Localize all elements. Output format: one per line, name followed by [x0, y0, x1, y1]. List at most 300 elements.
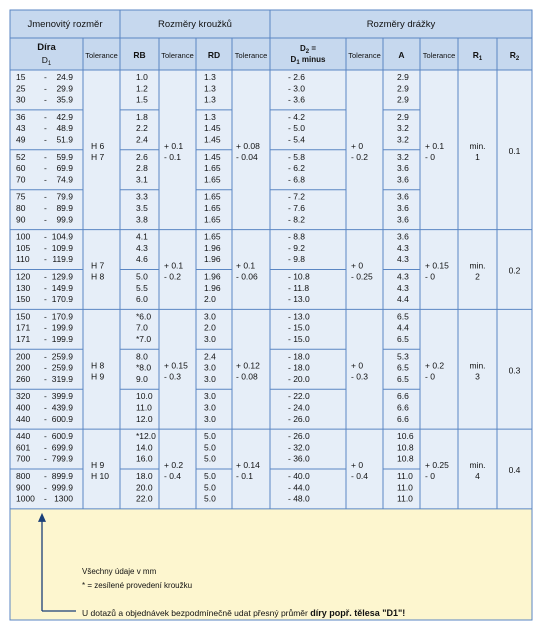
rb-value: 16.0: [136, 453, 153, 464]
d2-value: - 5.0: [288, 123, 306, 134]
range-dash: -: [44, 373, 47, 384]
r1-value: min.: [469, 260, 486, 271]
d2-value: - 26.0: [288, 413, 310, 424]
a-value: 10.8: [397, 442, 414, 453]
a-value: 6.6: [397, 391, 409, 402]
range-from: 105: [16, 242, 31, 253]
range-dash: -: [44, 413, 47, 424]
a-value: 6.6: [397, 413, 409, 424]
rb-tolerance: + 0.1: [164, 260, 184, 271]
range-dash: -: [44, 72, 47, 82]
a-tolerance: - 0: [425, 151, 435, 162]
d2-tolerance: + 0: [351, 460, 364, 470]
range-to: 42.9: [56, 111, 73, 122]
hole-tolerance: H 7: [91, 260, 105, 271]
rd-tolerance: + 0.14: [236, 460, 260, 470]
r1-value: min.: [469, 140, 486, 151]
rb-tolerance: - 0.3: [164, 371, 182, 382]
range-from: 70: [16, 174, 26, 185]
rd-value: 1.96: [204, 271, 221, 282]
rb-value: 11.0: [136, 402, 152, 413]
order-note-bold: díry popř. tělesa "D1"!: [310, 608, 406, 618]
rd-tolerance: + 0.08: [236, 140, 260, 151]
range-to: 199.9: [51, 322, 73, 333]
a-value: 3.2: [397, 134, 409, 145]
range-dash: -: [44, 442, 47, 453]
range-from: 150: [16, 311, 31, 322]
range-from: 75: [16, 191, 26, 202]
rb-tolerance: - 0.2: [164, 271, 182, 282]
header-rd: RD: [207, 50, 221, 60]
d2-value: - 11.8: [288, 282, 310, 293]
d2-value: - 3.6: [288, 94, 306, 105]
a-tolerance: + 0.2: [425, 360, 445, 371]
rd-value: 3.0: [204, 402, 216, 413]
range-from: 400: [16, 402, 31, 413]
hole-tolerance: H 6: [91, 140, 105, 151]
d2-tolerance: - 0.2: [351, 151, 369, 162]
d2-value: - 8.2: [288, 214, 306, 225]
rd-value: 1.45: [204, 151, 221, 162]
d2-value: - 10.8: [288, 271, 310, 282]
range-from: 60: [16, 163, 26, 174]
rb-value: 1.5: [136, 94, 148, 105]
a-value: 3.6: [397, 214, 409, 225]
header-drazky: Rozměry drážky: [366, 19, 436, 30]
a-tolerance: + 0.1: [425, 140, 445, 151]
a-value: 11.0: [397, 493, 413, 504]
range-from: 80: [16, 203, 26, 213]
a-value: 4.3: [397, 254, 409, 265]
range-to: 79.9: [56, 191, 73, 202]
range-dash: -: [44, 322, 47, 333]
range-dash: -: [44, 402, 47, 413]
a-tolerance: - 0: [425, 471, 435, 481]
a-tolerance: - 0: [425, 271, 435, 282]
d2-value: - 20.0: [288, 373, 310, 384]
header-d1: $D_1$: [41, 55, 52, 67]
rb-value: 10.0: [136, 391, 153, 402]
range-to: 1300: [54, 493, 73, 504]
range-to: 149.9: [51, 282, 73, 293]
d2-tolerance: + 0: [351, 360, 364, 371]
range-from: 440: [16, 431, 31, 442]
rb-value: 22.0: [136, 493, 153, 504]
range-to: 129.9: [51, 271, 73, 282]
hole-tolerance: H 8: [91, 271, 105, 282]
a-value: 2.9: [397, 111, 409, 122]
rd-value: 1.45: [204, 134, 221, 145]
a-value: 3.6: [397, 191, 409, 202]
rd-tolerance: - 0.04: [236, 151, 258, 162]
a-value: 10.8: [397, 453, 414, 464]
d2-tolerance: + 0: [351, 140, 364, 151]
rb-value: 5.0: [136, 271, 148, 282]
range-to: 199.9: [51, 334, 73, 344]
range-from: 43: [16, 123, 26, 134]
rb-value: 4.6: [136, 254, 148, 265]
header-dira: Díra: [37, 42, 56, 53]
range-from: 120: [16, 271, 31, 282]
d2-value: - 32.0: [288, 442, 310, 453]
rd-value: 3.0: [204, 391, 216, 402]
range-dash: -: [44, 151, 47, 162]
range-to: 259.9: [51, 351, 73, 362]
range-dash: -: [44, 83, 47, 94]
hole-tolerance: H 9: [91, 371, 105, 382]
range-from: 200: [16, 351, 31, 362]
range-to: 74.9: [56, 174, 73, 185]
d2-value: - 13.0: [288, 311, 310, 322]
r1-value: 2: [475, 271, 480, 282]
header-tolerance: Tolerance: [348, 51, 381, 60]
rd-value: 1.3: [204, 111, 216, 122]
range-to: 99.9: [56, 214, 73, 225]
range-from: 100: [16, 231, 31, 242]
a-value: 10.6: [397, 431, 414, 442]
range-from: 440: [16, 413, 31, 424]
range-from: 601: [16, 442, 31, 453]
range-dash: -: [44, 214, 47, 225]
range-dash: -: [44, 271, 47, 282]
range-dash: -: [44, 362, 47, 373]
range-from: 700: [16, 453, 31, 464]
rd-value: 1.3: [204, 72, 216, 82]
a-value: 4.4: [397, 294, 409, 305]
rd-value: 3.0: [204, 311, 216, 322]
rd-value: 5.0: [204, 493, 216, 504]
rd-value: 5.0: [204, 471, 216, 481]
range-to: 600.9: [51, 413, 73, 424]
range-from: 52: [16, 151, 26, 162]
range-to: 35.9: [56, 94, 73, 105]
a-value: 4.3: [397, 282, 409, 293]
rd-value: 3.0: [204, 362, 216, 373]
rb-value: 4.3: [136, 242, 148, 253]
range-to: 119.9: [52, 254, 73, 265]
a-value: 6.6: [397, 402, 409, 413]
range-from: 171: [16, 334, 31, 344]
header-rb: RB: [133, 50, 146, 60]
header-r1: $R_1$: [472, 50, 483, 62]
d2-value: - 15.0: [288, 334, 310, 344]
a-value: 3.2: [397, 151, 409, 162]
range-dash: -: [44, 254, 47, 265]
d2-value: - 4.2: [288, 111, 306, 122]
d2-value: - 36.0: [288, 453, 310, 464]
rd-value: 5.0: [204, 453, 216, 464]
range-to: 699.9: [51, 442, 73, 453]
d2-value: - 5.8: [288, 151, 306, 162]
range-dash: -: [44, 391, 47, 402]
d2-tolerance: - 0.4: [351, 471, 369, 481]
units-note: Všechny údaje v mm: [82, 567, 157, 576]
range-to: 259.9: [51, 362, 73, 373]
r1-value: 4: [475, 471, 480, 481]
range-to: 319.9: [51, 373, 73, 384]
r2-value: 0.3: [508, 365, 521, 376]
rb-value: 2.2: [136, 123, 148, 134]
rd-tolerance: - 0.08: [236, 371, 258, 382]
header-d2-formula: $D_1$ minus: [290, 55, 326, 66]
range-to: 439.9: [51, 402, 73, 413]
rb-tolerance: - 0.1: [164, 151, 182, 162]
r1-value: min.: [469, 460, 486, 470]
rd-value: 2.4: [204, 351, 216, 362]
range-dash: -: [44, 351, 47, 362]
r2-value: 0.1: [508, 145, 521, 156]
range-to: 59.9: [56, 151, 73, 162]
range-from: 800: [16, 471, 31, 481]
order-note: [82, 608, 405, 618]
d2-value: - 48.0: [288, 493, 310, 504]
a-value: 3.2: [397, 123, 409, 134]
a-value: 6.5: [397, 311, 409, 322]
rb-value: 18.0: [136, 471, 153, 481]
d2-value: - 40.0: [288, 471, 310, 481]
range-dash: -: [44, 174, 47, 185]
header-jmenovity: Jmenovitý rozměr: [27, 19, 103, 30]
range-dash: -: [44, 134, 47, 145]
a-value: 6.5: [397, 362, 409, 373]
a-value: 6.5: [397, 334, 409, 344]
rb-value: 2.8: [136, 163, 148, 174]
rb-value: 7.0: [136, 322, 148, 333]
rd-value: 1.65: [204, 214, 221, 225]
a-value: 5.3: [397, 351, 409, 362]
note-bg: [10, 509, 532, 620]
d2-value: - 5.4: [288, 134, 306, 145]
a-value: 4.4: [397, 322, 409, 333]
rb-value: 1.8: [136, 111, 148, 122]
d2-value: - 9.8: [288, 254, 306, 265]
rb-value: 8.0: [136, 351, 148, 362]
range-dash: -: [44, 471, 47, 481]
r2-value: 0.2: [508, 265, 521, 276]
a-value: 3.6: [397, 163, 409, 174]
rd-value: 5.0: [204, 482, 216, 493]
rd-value: 1.65: [204, 203, 221, 213]
header-r2: $R_2$: [509, 50, 520, 62]
rb-value: 9.0: [136, 373, 148, 384]
d2-value: - 15.0: [288, 322, 310, 333]
a-value: 2.9: [397, 83, 409, 94]
range-to: 51.9: [56, 134, 73, 145]
range-from: 150: [16, 294, 31, 305]
a-value: 3.6: [397, 231, 409, 242]
d2-value: - 44.0: [288, 482, 310, 493]
d2-tolerance: + 0: [351, 260, 364, 271]
rd-tolerance: - 0.1: [236, 471, 254, 481]
range-to: 109.9: [51, 242, 73, 253]
range-to: 399.9: [51, 391, 73, 402]
range-dash: -: [44, 482, 47, 493]
r2-value: 0.4: [508, 465, 521, 475]
rb-tolerance: + 0.15: [164, 360, 188, 371]
rd-value: 2.0: [204, 294, 216, 305]
a-value: 4.3: [397, 242, 409, 253]
range-from: 49: [16, 134, 26, 145]
range-to: 104.9: [51, 231, 73, 242]
rd-tolerance: + 0.12: [236, 360, 260, 371]
range-from: 36: [16, 111, 26, 122]
d2-tolerance: - 0.25: [351, 271, 373, 282]
rd-value: 1.3: [204, 94, 216, 105]
range-dash: -: [44, 231, 47, 242]
header-tolerance: Tolerance: [161, 51, 194, 60]
d2-value: - 24.0: [288, 402, 310, 413]
a-tolerance: - 0: [425, 371, 435, 382]
a-value: 11.0: [397, 471, 413, 481]
d2-value: - 6.8: [288, 174, 306, 185]
hole-tolerance: H 7: [91, 151, 105, 162]
header-d2: $D_2$ =: [299, 44, 317, 55]
range-dash: -: [44, 453, 47, 464]
a-value: 2.9: [397, 72, 409, 82]
a-tolerance: + 0.25: [425, 460, 449, 470]
rb-value: 3.3: [136, 191, 148, 202]
a-value: 6.5: [397, 373, 409, 384]
rb-value: 2.4: [136, 134, 148, 145]
range-dash: -: [44, 111, 47, 122]
rd-tolerance: - 0.06: [236, 271, 258, 282]
range-from: 320: [16, 391, 31, 402]
hole-tolerance: H 10: [91, 471, 109, 481]
rb-value: 3.8: [136, 214, 148, 225]
rb-value: 6.0: [136, 294, 148, 305]
header-tolerance: Tolerance: [234, 51, 268, 60]
rd-value: 5.0: [204, 442, 216, 453]
rd-value: 3.0: [204, 413, 216, 424]
range-from: 260: [16, 373, 31, 384]
range-dash: -: [44, 431, 47, 442]
range-dash: -: [44, 311, 47, 322]
rd-value: 1.96: [204, 254, 221, 265]
rd-value: 1.3: [204, 83, 216, 94]
rd-value: 1.96: [204, 242, 221, 253]
rb-tolerance: + 0.1: [164, 140, 184, 151]
a-value: 11.0: [397, 482, 413, 493]
rd-value: 3.0: [204, 334, 216, 344]
header-tolerance: Tolerance: [85, 51, 118, 60]
rb-value: 2.6: [136, 151, 148, 162]
range-dash: -: [44, 493, 47, 504]
rb-value: 12.0: [136, 413, 153, 424]
star-note: * = zesílené provedení kroužku: [82, 581, 193, 590]
rb-value: 3.5: [136, 203, 148, 213]
range-to: 170.9: [51, 311, 73, 322]
rd-value: 1.65: [204, 163, 221, 174]
rd-value: 1.96: [204, 282, 221, 293]
d2-value: - 13.0: [288, 294, 310, 305]
d2-value: - 18.0: [288, 362, 310, 373]
d2-value: - 7.6: [288, 203, 306, 213]
rb-value: 1.0: [136, 72, 148, 82]
r1-value: min.: [469, 360, 486, 371]
range-from: 30: [16, 94, 26, 105]
body-bg: [10, 70, 532, 509]
range-to: 89.9: [56, 203, 73, 213]
range-dash: -: [44, 334, 47, 344]
header-tolerance: Tolerance: [422, 51, 456, 60]
range-to: 600.9: [51, 431, 73, 442]
range-from: 200: [16, 362, 31, 373]
rd-tolerance: + 0.1: [236, 260, 256, 271]
range-to: 899.9: [51, 471, 73, 481]
rd-value: 5.0: [204, 431, 216, 442]
d2-value: - 9.2: [288, 242, 306, 253]
rb-tolerance: - 0.4: [164, 471, 182, 481]
range-dash: -: [44, 123, 47, 134]
range-from: 15: [16, 72, 26, 82]
d2-value: - 26.0: [288, 431, 310, 442]
d2-value: - 8.8: [288, 231, 306, 242]
a-tolerance: + 0.15: [425, 260, 449, 271]
hole-tolerance: H 8: [91, 360, 105, 371]
range-to: 48.9: [56, 123, 73, 134]
range-dash: -: [44, 203, 47, 213]
rd-value: 1.65: [204, 231, 221, 242]
rb-value: 1.2: [136, 83, 148, 94]
rb-value: 14.0: [136, 442, 153, 453]
rb-value: 5.5: [136, 282, 148, 293]
r1-value: 3: [475, 371, 480, 382]
d2-value: - 3.0: [288, 83, 306, 94]
rb-tolerance: + 0.2: [164, 460, 184, 470]
header-krouzku: Rozměry kroužků: [158, 19, 232, 30]
range-dash: -: [44, 282, 47, 293]
rd-value: 3.0: [204, 373, 216, 384]
r1-value: 1: [475, 151, 480, 162]
rb-value: *8.0: [136, 362, 152, 373]
range-from: 90: [16, 214, 26, 225]
range-dash: -: [44, 163, 47, 174]
rb-value: 20.0: [136, 482, 153, 493]
d2-value: - 22.0: [288, 391, 310, 402]
range-dash: -: [44, 294, 47, 305]
range-from: 130: [16, 282, 31, 293]
header-a: A: [398, 50, 405, 60]
range-from: 171: [16, 322, 31, 333]
rb-value: *12.0: [136, 431, 156, 442]
a-value: 3.6: [397, 203, 409, 213]
range-to: 29.9: [56, 83, 73, 94]
range-to: 24.9: [56, 72, 73, 82]
d2-value: - 7.2: [288, 191, 306, 202]
rb-value: 3.1: [136, 174, 148, 185]
range-to: 799.9: [51, 453, 73, 464]
range-dash: -: [44, 94, 47, 105]
d2-value: - 2.6: [288, 72, 306, 82]
rd-value: 1.65: [204, 174, 221, 185]
hole-tolerance: H 9: [91, 460, 105, 470]
a-value: 3.6: [397, 174, 409, 185]
rb-value: 4.1: [136, 231, 148, 242]
rd-value: 1.45: [204, 123, 221, 134]
rb-value: *6.0: [136, 311, 152, 322]
order-note-plain: U dotazů a objednávek bezpodmínečně udat přesný průměr: [82, 608, 311, 618]
range-from: 1000: [16, 493, 35, 504]
range-from: 110: [16, 254, 30, 265]
range-to: 69.9: [56, 163, 73, 174]
range-to: 999.9: [51, 482, 73, 493]
d2-value: - 6.2: [288, 163, 306, 174]
a-value: 4.3: [397, 271, 409, 282]
rd-value: 2.0: [204, 322, 216, 333]
a-value: 2.9: [397, 94, 409, 105]
rb-value: *7.0: [136, 334, 152, 344]
range-from: 900: [16, 482, 31, 493]
